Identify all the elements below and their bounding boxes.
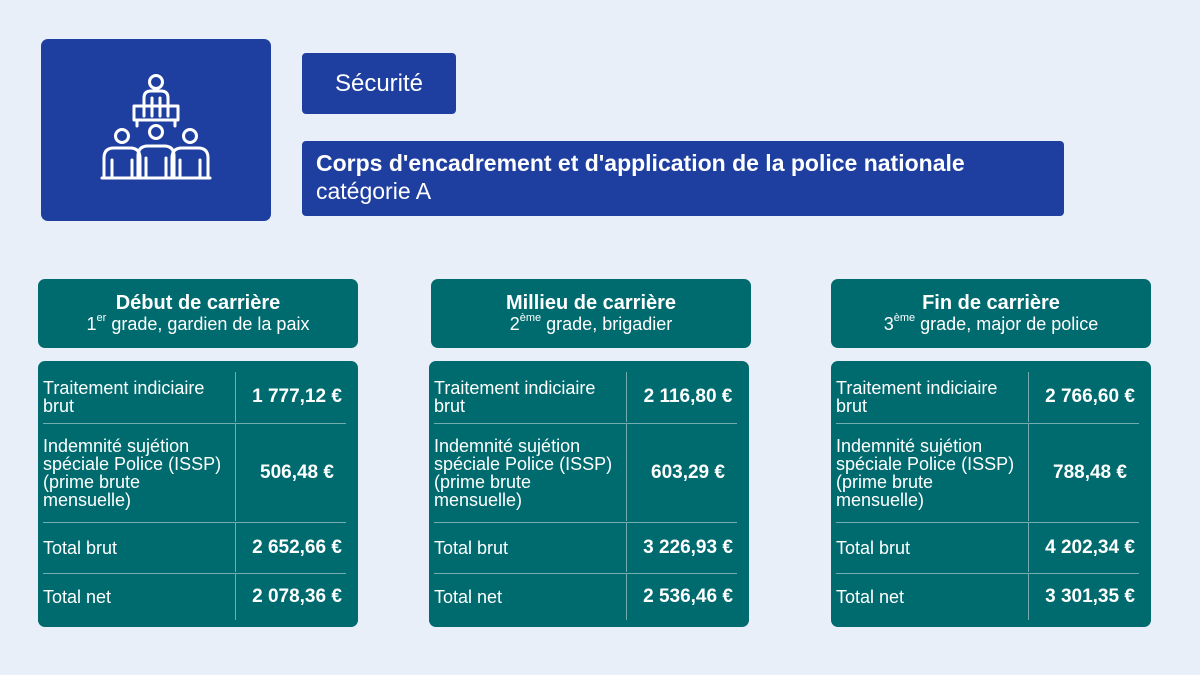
column-grade: 2ème grade, brigadier (509, 312, 673, 334)
hierarchy-people-icon-box (41, 39, 271, 221)
issp-label: Indemnité sujétion spéciale Police (ISSP) (prime brute mensuelle) (836, 435, 1015, 510)
table-row (38, 424, 358, 521)
table-row (38, 523, 358, 572)
total-net-label: Total net (43, 587, 112, 607)
traitement-label: Traitement indiciaire brut (43, 378, 205, 416)
column-title: Début de carrière (115, 292, 281, 314)
total-net-value: 3 301,35 € (1028, 574, 1151, 620)
total-brut-label: Total brut (434, 537, 509, 558)
issp-label: Indemnité sujétion spéciale Police (ISSP) (prime brute mensuelle) (43, 435, 222, 510)
column-header-milieu (431, 279, 751, 348)
column-grade: 1er grade, gardien de la paix (86, 312, 310, 334)
page-title: Corps d'encadrement et d'application de la police nationale (316, 150, 965, 176)
total-net-label: Total net (434, 587, 503, 607)
column-grade: 3ème grade, major de police (883, 312, 1099, 334)
page-subtitle: catégorie A (316, 178, 432, 204)
column-title: Millieu de carrière (505, 292, 677, 314)
issp-value: 603,29 € (626, 424, 749, 521)
table-row (831, 424, 1151, 521)
table-row (429, 574, 749, 620)
total-brut-value: 3 226,93 € (626, 523, 749, 572)
table-row (429, 424, 749, 521)
title-box (302, 141, 1064, 216)
table-row (38, 372, 358, 422)
table-row (831, 523, 1151, 572)
traitement-label: Traitement indiciaire brut (836, 378, 998, 416)
salary-table-milieu (429, 361, 749, 627)
total-brut-label: Total brut (836, 537, 911, 558)
salary-table-debut (38, 361, 358, 627)
table-row (831, 574, 1151, 620)
traitement-value: 2 116,80 € (626, 372, 749, 422)
issp-label: Indemnité sujétion spéciale Police (ISSP) (prime brute mensuelle) (434, 435, 613, 510)
table-row (429, 372, 749, 422)
table-row (38, 574, 358, 620)
hierarchy-people-icon (100, 74, 212, 186)
issp-value: 788,48 € (1028, 424, 1151, 521)
traitement-value: 1 777,12 € (235, 372, 358, 422)
total-net-label: Total net (836, 587, 905, 607)
column-header-debut (38, 279, 358, 348)
column-title: Fin de carrière (922, 292, 1060, 314)
salary-table-fin (831, 361, 1151, 627)
total-net-value: 2 536,46 € (626, 574, 749, 620)
table-row (831, 372, 1151, 422)
category-tag: Sécurité (302, 53, 456, 114)
total-brut-label: Total brut (43, 537, 118, 558)
total-net-value: 2 078,36 € (235, 574, 358, 620)
traitement-value: 2 766,60 € (1028, 372, 1151, 422)
table-row (429, 523, 749, 572)
total-brut-value: 4 202,34 € (1028, 523, 1151, 572)
issp-value: 506,48 € (235, 424, 358, 521)
traitement-label: Traitement indiciaire brut (434, 378, 596, 416)
total-brut-value: 2 652,66 € (235, 523, 358, 572)
column-header-fin (831, 279, 1151, 348)
